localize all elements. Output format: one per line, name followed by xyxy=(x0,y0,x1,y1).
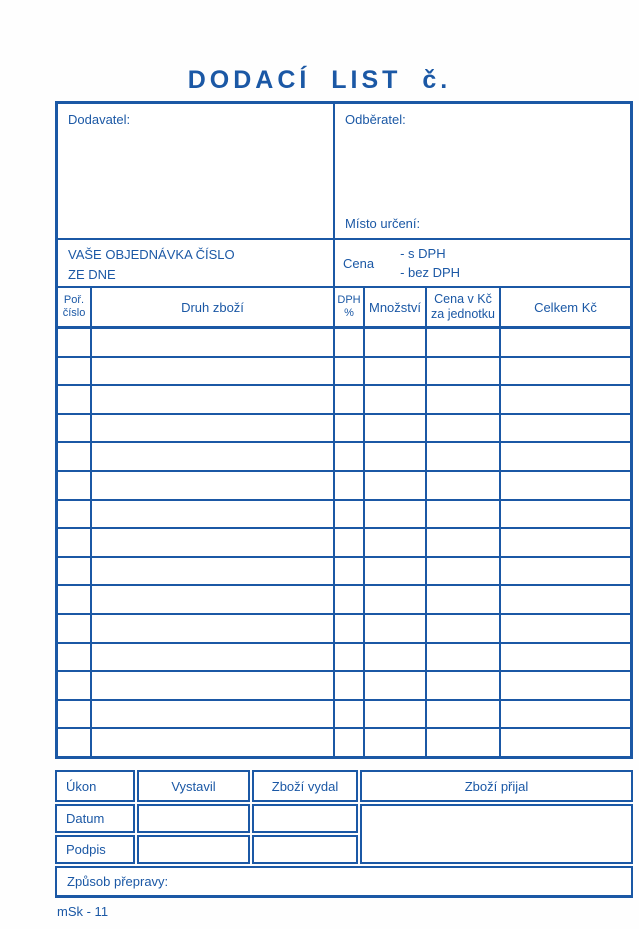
item-cell[interactable] xyxy=(334,585,364,614)
item-cell[interactable] xyxy=(334,414,364,443)
item-cell[interactable] xyxy=(426,328,500,357)
item-cell[interactable] xyxy=(364,500,426,529)
item-cell[interactable] xyxy=(426,442,500,471)
item-cell[interactable] xyxy=(334,328,364,357)
col-header-unit-price: Cena v Kč za jednotku xyxy=(426,287,500,328)
col-header-goods: Druh zboží xyxy=(91,287,334,328)
item-cell[interactable] xyxy=(334,385,364,414)
order-section xyxy=(58,238,630,286)
item-cell[interactable] xyxy=(426,385,500,414)
supplier-label: Dodavatel: xyxy=(68,112,131,127)
item-cell[interactable] xyxy=(500,585,630,614)
goods-issued-label: Zboží vydal xyxy=(271,778,339,794)
item-cell[interactable] xyxy=(91,728,334,756)
item-cell[interactable] xyxy=(334,357,364,386)
item-cell[interactable] xyxy=(91,385,334,414)
item-cell[interactable] xyxy=(91,328,334,357)
date-label: Datum xyxy=(66,811,105,826)
goods-received-field[interactable] xyxy=(360,804,633,864)
item-cell[interactable] xyxy=(500,414,630,443)
item-cell[interactable] xyxy=(426,357,500,386)
item-cell[interactable] xyxy=(334,643,364,672)
item-cell[interactable] xyxy=(364,728,426,756)
item-cell[interactable] xyxy=(58,728,91,756)
item-cell[interactable] xyxy=(58,700,91,729)
item-cell[interactable] xyxy=(58,442,91,471)
item-cell[interactable] xyxy=(364,671,426,700)
item-cell[interactable] xyxy=(364,471,426,500)
item-cell[interactable] xyxy=(426,614,500,643)
item-cell[interactable] xyxy=(426,585,500,614)
item-cell[interactable] xyxy=(500,442,630,471)
item-row xyxy=(58,643,630,672)
item-cell[interactable] xyxy=(426,500,500,529)
item-cell[interactable] xyxy=(58,385,91,414)
date-label-cell xyxy=(55,804,135,833)
item-cell[interactable] xyxy=(364,442,426,471)
item-cell[interactable] xyxy=(91,671,334,700)
item-cell[interactable] xyxy=(91,471,334,500)
item-cell[interactable] xyxy=(364,700,426,729)
item-cell[interactable] xyxy=(364,414,426,443)
price-label: Cena xyxy=(343,255,375,271)
date-goods-issued-field[interactable] xyxy=(252,804,358,833)
item-cell[interactable] xyxy=(58,557,91,586)
item-row xyxy=(58,528,630,557)
signature-label-cell xyxy=(55,835,135,864)
issued-by-header-cell xyxy=(137,770,250,802)
item-cell[interactable] xyxy=(58,414,91,443)
item-cell[interactable] xyxy=(500,614,630,643)
customer-label: Odběratel: xyxy=(345,112,406,127)
supplier-field[interactable] xyxy=(58,104,335,238)
goods-received-label: Zboží přijal xyxy=(464,778,529,794)
item-cell[interactable] xyxy=(364,643,426,672)
item-cell[interactable] xyxy=(58,528,91,557)
item-row xyxy=(58,585,630,614)
item-row xyxy=(58,471,630,500)
item-cell[interactable] xyxy=(58,643,91,672)
customer-field[interactable] xyxy=(335,104,630,238)
price-with-vat-label: - s DPH xyxy=(400,246,446,261)
item-cell[interactable] xyxy=(334,700,364,729)
item-cell[interactable] xyxy=(58,614,91,643)
item-cell[interactable] xyxy=(364,528,426,557)
item-cell[interactable] xyxy=(91,700,334,729)
page-title: DODACÍ LIST č. xyxy=(187,66,452,94)
items-header-row xyxy=(58,287,630,328)
main-form-box xyxy=(55,101,633,759)
item-row xyxy=(58,442,630,471)
item-row xyxy=(58,614,630,643)
item-cell[interactable] xyxy=(426,643,500,672)
item-row xyxy=(58,357,630,386)
item-cell[interactable] xyxy=(91,414,334,443)
signature-label: Podpis xyxy=(66,842,106,857)
price-without-vat-label: - bez DPH xyxy=(400,265,461,280)
item-cell[interactable] xyxy=(58,500,91,529)
item-cell[interactable] xyxy=(58,585,91,614)
parties-section xyxy=(58,104,630,238)
item-cell[interactable] xyxy=(334,500,364,529)
item-cell[interactable] xyxy=(91,500,334,529)
date-issued-by-field[interactable] xyxy=(137,804,250,833)
item-cell[interactable] xyxy=(500,643,630,672)
item-cell[interactable] xyxy=(426,528,500,557)
item-row xyxy=(58,414,630,443)
item-cell[interactable] xyxy=(364,385,426,414)
item-cell[interactable] xyxy=(500,700,630,729)
signature-issued-by-field[interactable] xyxy=(137,835,250,864)
item-cell[interactable] xyxy=(500,471,630,500)
col-header-vat: DPH % xyxy=(334,287,364,328)
item-cell[interactable] xyxy=(500,357,630,386)
col-header-total: Celkem Kč xyxy=(500,287,630,328)
price-field[interactable] xyxy=(335,240,630,286)
item-cell[interactable] xyxy=(334,442,364,471)
item-cell[interactable] xyxy=(334,528,364,557)
item-cell[interactable] xyxy=(364,357,426,386)
destination-label: Místo určení: xyxy=(345,216,421,231)
item-row xyxy=(58,700,630,729)
item-cell[interactable] xyxy=(58,357,91,386)
form-code: mSk - 11 xyxy=(57,904,109,919)
item-cell[interactable] xyxy=(500,385,630,414)
item-cell[interactable] xyxy=(500,528,630,557)
item-cell[interactable] xyxy=(500,557,630,586)
action-label: Úkon xyxy=(66,778,97,794)
item-cell[interactable] xyxy=(426,471,500,500)
item-cell[interactable] xyxy=(426,728,500,756)
item-cell[interactable] xyxy=(426,700,500,729)
item-cell[interactable] xyxy=(500,671,630,700)
item-cell[interactable] xyxy=(500,328,630,357)
item-cell[interactable] xyxy=(334,671,364,700)
item-cell[interactable] xyxy=(91,442,334,471)
item-cell[interactable] xyxy=(364,614,426,643)
item-cell[interactable] xyxy=(364,328,426,357)
item-cell[interactable] xyxy=(334,557,364,586)
transport-label: Způsob přepravy: xyxy=(67,874,169,889)
item-cell[interactable] xyxy=(91,357,334,386)
col-header-quantity: Množství xyxy=(364,287,426,328)
item-cell[interactable] xyxy=(58,328,91,357)
transport-field[interactable] xyxy=(55,866,633,898)
item-cell[interactable] xyxy=(426,414,500,443)
item-cell[interactable] xyxy=(91,557,334,586)
item-cell[interactable] xyxy=(426,557,500,586)
item-cell[interactable] xyxy=(334,728,364,756)
item-cell[interactable] xyxy=(364,585,426,614)
item-cell[interactable] xyxy=(364,557,426,586)
action-header-cell xyxy=(55,770,135,802)
items-table xyxy=(58,286,630,756)
order-number-field[interactable] xyxy=(58,240,335,286)
item-row xyxy=(58,500,630,529)
item-row xyxy=(58,557,630,586)
item-cell[interactable] xyxy=(91,643,334,672)
item-cell[interactable] xyxy=(334,614,364,643)
goods-received-header-cell xyxy=(360,770,633,802)
col-header-line-no: Poř. číslo xyxy=(58,287,91,328)
item-cell[interactable] xyxy=(500,728,630,756)
issued-by-label: Vystavil xyxy=(171,778,216,794)
item-cell[interactable] xyxy=(91,585,334,614)
item-row xyxy=(58,728,630,756)
item-cell[interactable] xyxy=(58,471,91,500)
order-number-label: VAŠE OBJEDNÁVKA ČÍSLO xyxy=(68,247,235,262)
order-date-label: ZE DNE xyxy=(68,267,116,282)
item-cell[interactable] xyxy=(334,471,364,500)
goods-issued-header-cell xyxy=(252,770,358,802)
item-row xyxy=(58,385,630,414)
item-cell[interactable] xyxy=(58,671,91,700)
signature-goods-issued-field[interactable] xyxy=(252,835,358,864)
item-cell[interactable] xyxy=(91,614,334,643)
item-cell[interactable] xyxy=(426,671,500,700)
item-cell[interactable] xyxy=(91,528,334,557)
item-row xyxy=(58,328,630,357)
item-row xyxy=(58,671,630,700)
item-cell[interactable] xyxy=(500,500,630,529)
